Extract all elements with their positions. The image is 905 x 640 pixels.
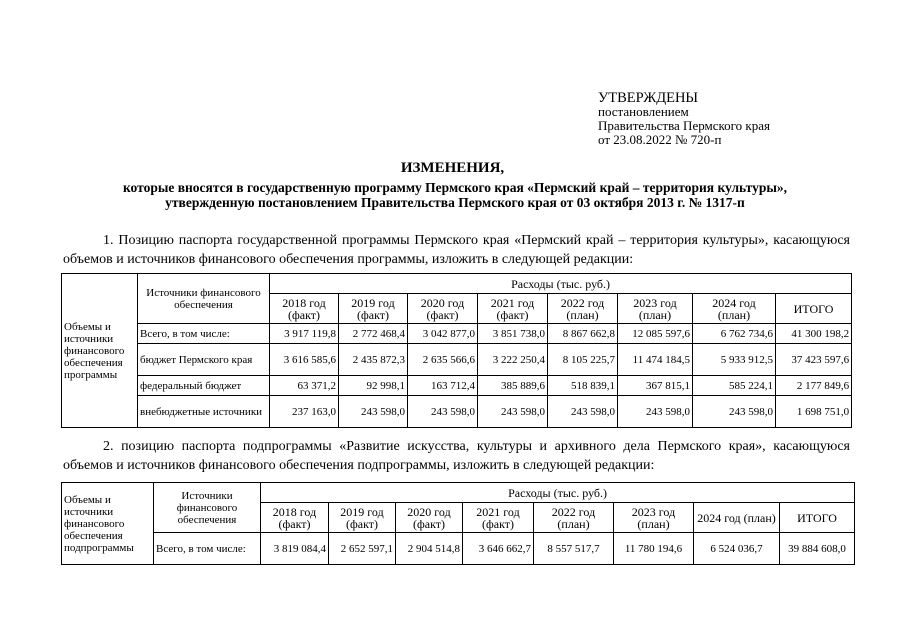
year-header: 2023 год (план) xyxy=(618,294,693,324)
source-label: федеральный бюджет xyxy=(138,376,270,396)
value-cell: 6 762 734,6 xyxy=(693,324,776,344)
value-cell: 8 867 662,8 xyxy=(548,324,618,344)
value-cell: 243 598,0 xyxy=(339,396,408,428)
value-cell: 8 557 517,7 xyxy=(534,533,614,565)
value-cell: 2 652 597,1 xyxy=(329,533,396,565)
value-cell: 92 998,1 xyxy=(339,376,408,396)
value-cell: 3 616 585,6 xyxy=(270,344,339,376)
source-label: Всего, в том числе: xyxy=(138,324,270,344)
paragraph-1 xyxy=(63,231,850,269)
value-cell: 8 105 225,7 xyxy=(548,344,618,376)
table-row xyxy=(62,324,852,344)
year-header: 2022 год (план) xyxy=(548,294,618,324)
value-cell: 237 163,0 xyxy=(270,396,339,428)
value-cell: 6 524 036,7 xyxy=(694,533,780,565)
value-cell: 11 780 194,6 xyxy=(614,533,694,565)
value-cell: 243 598,0 xyxy=(693,396,776,428)
source-label: внебюджетные источники xyxy=(138,396,270,428)
value-cell: 518 839,1 xyxy=(548,376,618,396)
value-cell: 163 712,4 xyxy=(408,376,478,396)
year-header: 2022 год (план) xyxy=(534,503,614,533)
total-cell: 37 423 597,6 xyxy=(776,344,852,376)
total-cell: 1 698 751,0 xyxy=(776,396,852,428)
value-cell: 3 851 738,0 xyxy=(478,324,548,344)
expenses-header: Расходы (тыс. руб.) xyxy=(261,483,855,503)
table-row xyxy=(62,344,852,376)
value-cell: 585 224,1 xyxy=(693,376,776,396)
total-cell: 41 300 198,2 xyxy=(776,324,852,344)
year-header: 2023 год (план) xyxy=(614,503,694,533)
expenses-header: Расходы (тыс. руб.) xyxy=(270,274,852,294)
row-header-cell: Объемы и источники финансового обеспечения подпрограммы xyxy=(62,483,154,565)
value-cell: 243 598,0 xyxy=(548,396,618,428)
year-header: 2021 год (факт) xyxy=(478,294,548,324)
year-header: 2018 год (факт) xyxy=(261,503,329,533)
approval-line: постановлением xyxy=(598,104,689,119)
value-cell: 385 889,6 xyxy=(478,376,548,396)
value-cell: 2 904 514,8 xyxy=(396,533,463,565)
year-header: 2019 год (факт) xyxy=(339,294,408,324)
approval-line: Правительства Пермского края xyxy=(598,118,770,133)
table-row xyxy=(62,533,855,565)
value-cell: 2 635 566,6 xyxy=(408,344,478,376)
value-cell: 367 815,1 xyxy=(618,376,693,396)
value-cell: 243 598,0 xyxy=(618,396,693,428)
funding-table-program xyxy=(61,273,852,428)
value-cell: 5 933 912,5 xyxy=(693,344,776,376)
value-cell: 3 917 119,8 xyxy=(270,324,339,344)
table-row xyxy=(62,396,852,428)
sources-header: Источники финансового обеспечения xyxy=(154,483,261,533)
approval-date: от 23.08.2022 № 720-п xyxy=(598,132,722,147)
year-header: 2021 год (факт) xyxy=(463,503,534,533)
row-header-cell: Объемы и источники финансового обеспечения программы xyxy=(62,274,138,428)
year-header: 2024 год (план) xyxy=(694,503,780,533)
document-title: ИЗМЕНЕНИЯ, xyxy=(400,160,505,176)
value-cell: 243 598,0 xyxy=(408,396,478,428)
funding-table-subprogram xyxy=(61,482,855,565)
paragraph-2-text: 2. позицию паспорта подпрограммы «Развитие искусства, культуры и архивного дела Пермского края», касающуюся объемов и источников финансового обеспечения подпрограммы, изложить в следующей редакции: xyxy=(63,439,850,473)
value-cell: 63 371,2 xyxy=(270,376,339,396)
value-cell: 2 435 872,3 xyxy=(339,344,408,376)
value-cell: 3 646 662,7 xyxy=(463,533,534,565)
total-header: ИТОГО xyxy=(776,294,852,324)
source-label: Всего, в том числе: xyxy=(154,533,261,565)
year-header: 2020 год (факт) xyxy=(396,503,463,533)
table-row xyxy=(62,376,852,396)
approval-block xyxy=(598,91,770,147)
value-cell: 11 474 184,5 xyxy=(618,344,693,376)
value-cell: 3 819 084,4 xyxy=(261,533,329,565)
value-cell: 3 222 250,4 xyxy=(478,344,548,376)
value-cell: 3 042 877,0 xyxy=(408,324,478,344)
source-label: бюджет Пермского края xyxy=(138,344,270,376)
sources-header: Источники финансового обеспечения xyxy=(138,274,270,324)
subtitle-line: утвержденную постановлением Правительства Пермского края от 03 октября 2013 г. № 1317-п xyxy=(165,195,745,210)
year-header: 2019 год (факт) xyxy=(329,503,396,533)
year-header: 2018 год (факт) xyxy=(270,294,339,324)
total-header: ИТОГО xyxy=(780,503,855,533)
value-cell: 2 772 468,4 xyxy=(339,324,408,344)
paragraph-1-text: 1. Позицию паспорта государственной программы Пермского края «Пермский край – территория культуры», касающуюся объемов и источников финансового обеспечения программы, изложить в следующей редакции: xyxy=(63,233,850,267)
year-header: 2020 год (факт) xyxy=(408,294,478,324)
subtitle-line: которые вносятся в государственную программу Пермского края «Пермский край – территория культуры», xyxy=(122,180,788,195)
value-cell: 12 085 597,6 xyxy=(618,324,693,344)
total-cell: 2 177 849,6 xyxy=(776,376,852,396)
document-subtitle xyxy=(60,180,850,210)
year-header: 2024 год (план) xyxy=(693,294,776,324)
approval-title: УТВЕРЖДЕНЫ xyxy=(598,90,699,106)
paragraph-2 xyxy=(63,437,850,475)
value-cell: 243 598,0 xyxy=(478,396,548,428)
total-cell: 39 884 608,0 xyxy=(780,533,855,565)
